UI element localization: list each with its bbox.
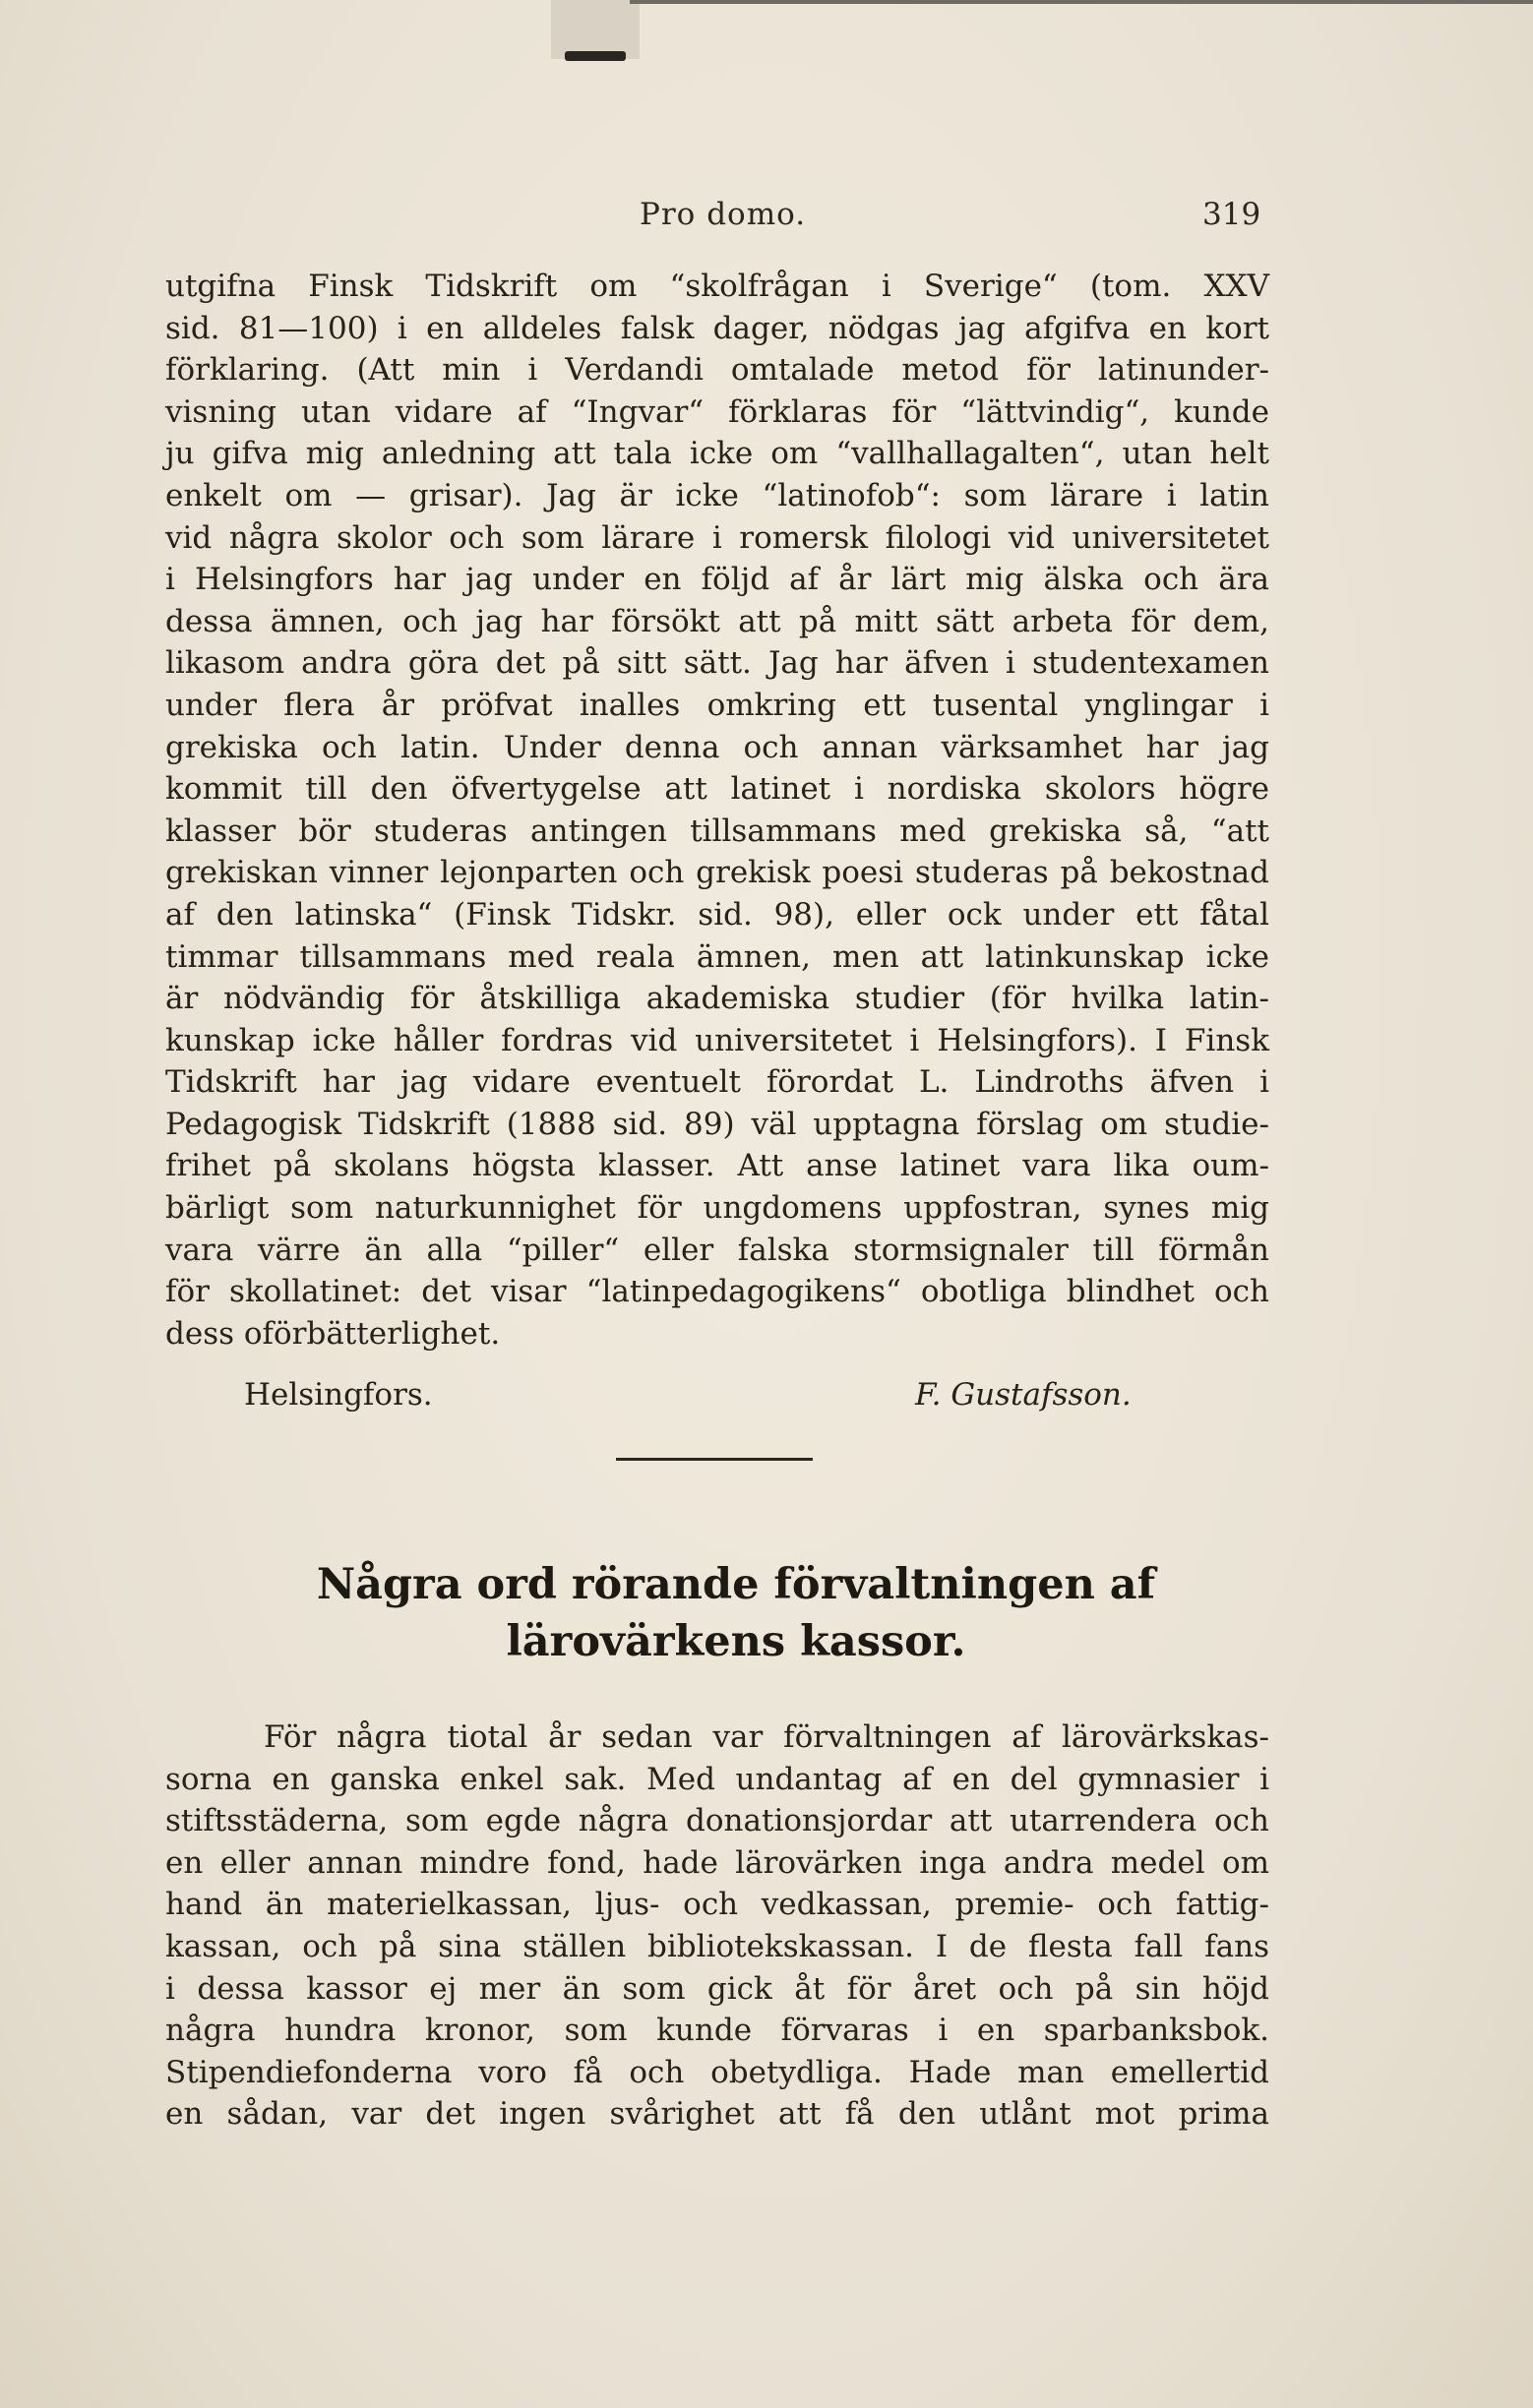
signature-place: Helsingfors. bbox=[244, 1377, 433, 1413]
text-line: vid några skolor och som lärare i romersk filologi vid universitetet bbox=[165, 519, 1269, 556]
text-line: klasser bör studeras antingen tillsammans med grekiska så, “att bbox=[165, 813, 1269, 849]
section-divider bbox=[616, 1458, 813, 1461]
text-line: grekiskan vinner lejonparten och grekisk poesi studeras på bekostnad bbox=[165, 855, 1269, 891]
text-line: Stipendiefonderna voro få och obetydliga. Hade man emellertid bbox=[165, 2054, 1269, 2090]
article2-title bbox=[264, 1556, 1208, 1670]
text-line: en sådan, var det ingen svårighet att få den utlånt mot prima bbox=[165, 2096, 1269, 2133]
text-line: af den latinska“ (Finsk Tidskr. sid. 98), eller ock under ett fåtal bbox=[165, 896, 1269, 933]
text-line: För några tiotal år sedan var förvaltningen af lärovärkskas- bbox=[264, 1719, 1269, 1755]
running-title: Pro domo. bbox=[640, 197, 807, 232]
text-line: i Helsingfors har jag under en följd af år lärt mig älska och ära bbox=[165, 562, 1269, 598]
article1-body bbox=[165, 266, 1269, 1354]
text-line: förklaring. (Att min i Verdandi omtalade metod för latinunder- bbox=[165, 352, 1269, 389]
text-line: bärligt som naturkunnighet för ungdomens uppfostran, synes mig bbox=[165, 1190, 1269, 1227]
text-line: under flera år pröfvat inalles omkring ett tusental ynglingar i bbox=[165, 687, 1269, 723]
text-line: visning utan vidare af “Ingvar“ förklaras för “lättvindig“, kunde bbox=[165, 393, 1269, 430]
text-line: likasom andra göra det på sitt sätt. Jag har äfven i studentexamen bbox=[165, 645, 1269, 682]
page-number: 319 bbox=[1202, 197, 1261, 232]
text-line: en eller annan mindre fond, hade lärovärken inga andra medel om bbox=[165, 1844, 1269, 1881]
text-line: kommit till den öfvertygelse att latinet i nordiska skolors högre bbox=[165, 771, 1269, 808]
text-line: i dessa kassor ej mer än som gick åt för året och på sin höjd bbox=[165, 1970, 1269, 2007]
torn-tab bbox=[551, 0, 640, 59]
text-line: grekiska och latin. Under denna och annan värksamhet har jag bbox=[165, 729, 1269, 765]
text-line: ju gifva mig anledning att tala icke om “vallhallagalten“, utan helt bbox=[165, 436, 1269, 472]
text-line: vara värre än alla “piller“ eller falska stormsignaler till förmån bbox=[165, 1232, 1269, 1268]
text-line: några hundra kronor, som kunde förvaras i en sparbanksbok. bbox=[165, 2013, 1269, 2049]
text-line: sorna en ganska enkel sak. Med undantag af en del gymnasier i bbox=[165, 1761, 1269, 1797]
text-line: sid. 81—100) i en alldeles falsk dager, nödgas jag afgifva en kort bbox=[165, 310, 1269, 346]
text-line: för skollatinet: det visar “latinpedagogikens“ obotliga blindhet och bbox=[165, 1274, 1269, 1310]
text-line: enkelt om — grisar). Jag är icke “latinofob“: som lärare i latin bbox=[165, 477, 1269, 513]
text-line: hand än materielkassan, ljus- och vedkassan, premie- och fattig- bbox=[165, 1887, 1269, 1923]
text-line: dess oförbätterlighet. bbox=[165, 1315, 501, 1352]
text-line: utgifna Finsk Tidskrift om “skolfrågan i Sverige“ (tom. XXV bbox=[165, 269, 1269, 304]
article2-body bbox=[165, 1716, 1269, 2136]
text-line: kunskap icke håller fordras vid universitetet i Helsingfors). I Finsk bbox=[165, 1022, 1269, 1058]
text-line: Pedagogisk Tidskrift (1888 sid. 89) väl upptagna förslag om studie- bbox=[165, 1106, 1269, 1142]
title-line: lärovärkens kassor. bbox=[506, 1617, 966, 1666]
signature-name: F. Gustafsson. bbox=[915, 1377, 1132, 1413]
title-line: Några ord rörande förvaltningen af bbox=[316, 1560, 1156, 1609]
text-line: frihet på skolans högsta klasser. Att anse latinet vara lika oum- bbox=[165, 1148, 1269, 1184]
text-line: är nödvändig för åtskilliga akademiska studier (för hvilka latin- bbox=[165, 981, 1269, 1017]
text-line: stiftsstäderna, som egde några donationsjordar att utarrendera och bbox=[165, 1803, 1269, 1839]
text-line: kassan, och på sina ställen bibliotekskassan. I de flesta fall fans bbox=[165, 1928, 1269, 1964]
text-line: dessa ämnen, och jag har försökt att på mitt sätt arbeta för dem, bbox=[165, 603, 1269, 639]
page-top-edge bbox=[630, 0, 1533, 4]
text-line: Tidskrift har jag vidare eventuelt förordat L. Lindroths äfven i bbox=[165, 1064, 1269, 1101]
text-line: timmar tillsammans med reala ämnen, men att latinkunskap icke bbox=[165, 938, 1269, 975]
